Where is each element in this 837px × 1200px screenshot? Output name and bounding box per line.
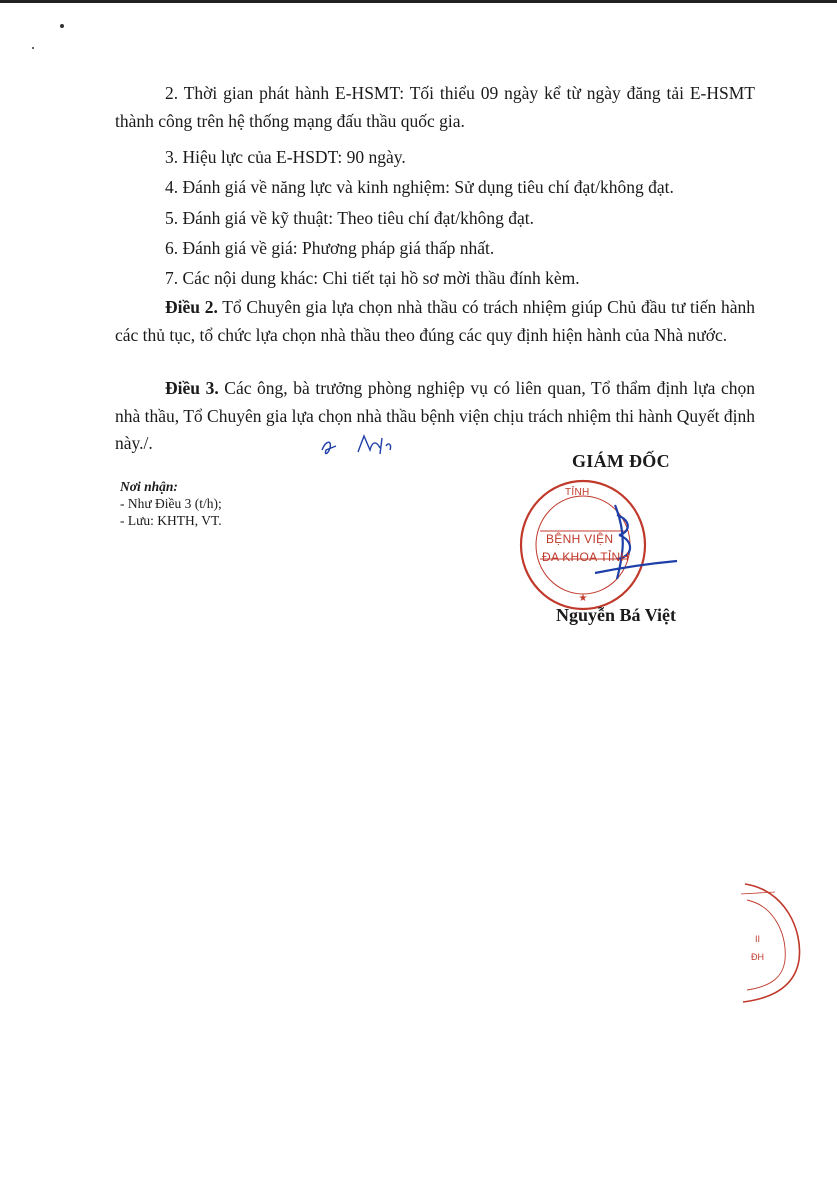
stamp-ring-top: TỈNH: [565, 487, 590, 498]
item-6: 6. Đánh giá về giá: Phương pháp giá thấp nhất.: [165, 238, 495, 258]
stamp-line-1: BỆNH VIỆN: [546, 532, 614, 546]
article-3: [115, 375, 755, 458]
article-3-label: Điều 3.: [165, 378, 219, 398]
article-2-label: Điều 2.: [165, 297, 218, 317]
recipients-heading: Nơi nhận:: [120, 479, 178, 494]
scan-speck: [60, 24, 64, 28]
edge-seal-fragment: [735, 880, 805, 1005]
stamp-line-2: ĐA KHOA TỈNH: [542, 550, 630, 564]
signer-name: Nguyễn Bá Việt: [556, 605, 677, 625]
item-3: 3. Hiệu lực của E-HSDT: 90 ngày.: [165, 147, 406, 167]
article-2-text: Tổ Chuyên gia lựa chọn nhà thầu có trách nhiệm giúp Chủ đầu tư tiến hành các thủ tục, tổ chức lựa chọn nhà thầu theo đúng các quy định hiện hành của Nhà nước.: [115, 297, 755, 345]
item-2: 2. Thời gian phát hành E-HSMT: Tối thiểu 09 ngày kể từ ngày đăng tải E-HSMT thành công trên hệ thống mạng đấu thầu quốc gia.: [115, 83, 755, 131]
recipient-line: - Lưu: KHTH, VT.: [120, 513, 222, 528]
item-4: 4. Đánh giá về năng lực và kinh nghiệm: Sử dụng tiêu chí đạt/không đạt.: [165, 177, 674, 197]
article-2: [115, 294, 755, 349]
top-edge-rule: [0, 0, 837, 3]
recipients-block: [120, 478, 222, 529]
svg-text:★: ★: [578, 593, 588, 604]
scan-speck: [32, 47, 34, 49]
signature-title: GIÁM ĐỐC: [572, 451, 670, 471]
article-3-text: Các ông, bà trưởng phòng nghiệp vụ có liên quan, Tổ thẩm định lựa chọn nhà thầu, Tổ Chuyên gia lựa chọn nhà thầu bệnh viện chịu trách nhiệm thi hành Quyết định này./.: [115, 378, 755, 453]
item-5: 5. Đánh giá về kỹ thuật: Theo tiêu chí đạt/không đạt.: [165, 208, 535, 228]
item-7: 7. Các nội dung khác: Chi tiết tại hồ sơ mời thầu đính kèm.: [165, 268, 580, 288]
svg-text:ĐH: ĐH: [751, 952, 764, 962]
svg-text:II: II: [755, 934, 761, 944]
initials-signature: [318, 428, 408, 460]
recipient-line: - Như Điều 3 (t/h);: [120, 496, 222, 511]
